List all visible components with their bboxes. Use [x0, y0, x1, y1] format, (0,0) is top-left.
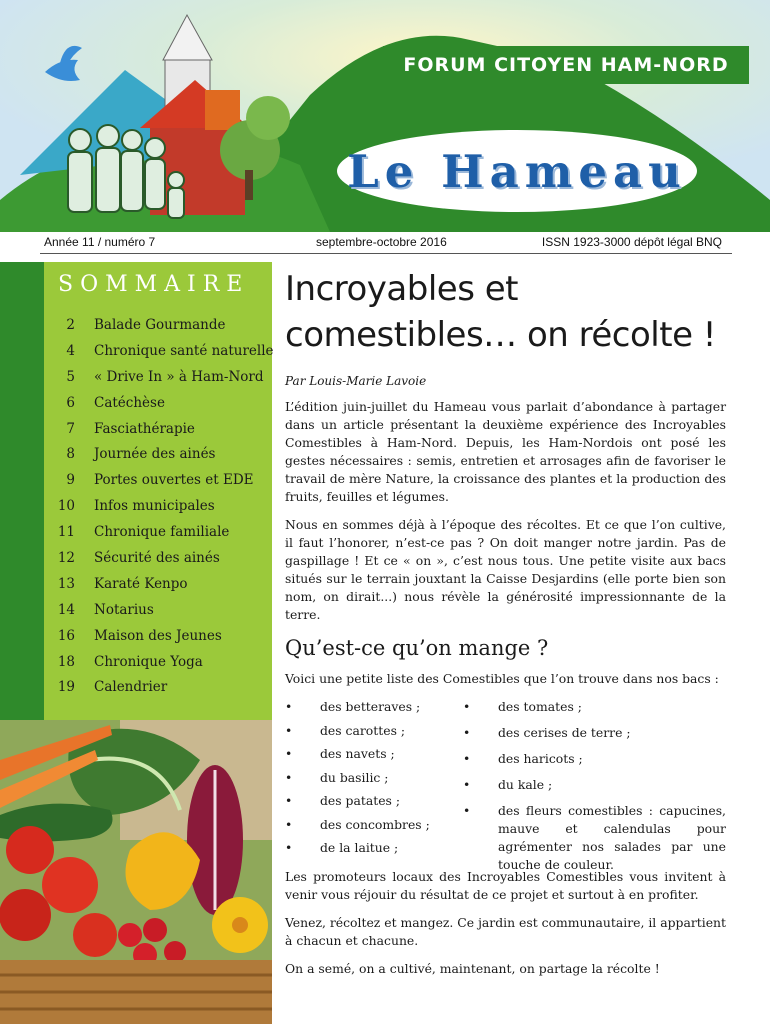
- toc-page-number: 16: [57, 627, 75, 644]
- toc-item: [44, 520, 272, 546]
- toc-item: [44, 650, 272, 676]
- toc-label: Balade Gourmande: [94, 317, 226, 333]
- edibles-list-left: [285, 698, 455, 863]
- table-of-contents: [44, 313, 272, 701]
- edible-item: • du kale ;: [463, 776, 726, 802]
- toc-label: Catéchèse: [94, 394, 165, 411]
- vegetables-illustration: [0, 720, 272, 1024]
- sommaire-title: SOMMAIRE: [58, 272, 250, 297]
- list-intro: Voici une petite liste des Comestibles que l’on trouve dans nos bacs :: [285, 671, 719, 686]
- article-byline: Par Louis-Marie Lavoie: [285, 374, 427, 388]
- toc-label: Fasciathérapie: [94, 420, 195, 437]
- toc-item: [44, 624, 272, 650]
- toc-label: Infos municipales: [94, 498, 215, 515]
- toc-label: Calendrier: [94, 679, 168, 696]
- edibles-list: [285, 698, 726, 872]
- article-paragraph-2: Nous en sommes déjà à l’époque des récoltes. Et ce que l’on cultive, il faut l’honorer, n’est-ce pas ? On doit manger notre jardin. Pas de gaspillage ! Et ce « on », c’est nous tous. Une petite visite aux bacs situés sur le terrain jouxtant la Caisse Desjardins (elle porte bien son nom, on dirait...) nous révèle la générosité impressionnante de la terre.: [285, 517, 726, 622]
- masthead: [0, 0, 770, 232]
- issue-number: Année 11 / numéro 7: [44, 235, 156, 249]
- toc-label: Portes ouvertes et EDE: [94, 472, 254, 489]
- toc-label: Sécurité des ainés: [94, 550, 220, 567]
- toc-label: Chronique familiale: [94, 524, 230, 541]
- edible-item: • des navets ;: [285, 745, 455, 769]
- toc-item: [44, 598, 272, 624]
- toc-item: [44, 572, 272, 598]
- toc-item: [44, 313, 272, 339]
- toc-page-number: 5: [66, 368, 75, 385]
- edible-item: • du basilic ;: [285, 769, 455, 793]
- organization-banner: FORUM CITOYEN HAM-NORD: [383, 46, 749, 84]
- toc-item: [44, 417, 272, 443]
- edible-item: • des betteraves ;: [285, 698, 455, 722]
- article-paragraph-1: L’édition juin-juillet du Hameau vous parlait d’abondance à partager dans un article présentant la deuxième expérience des Incroyables Comestibles à Ham-Nord. Depuis, les Ham-Nordois ont posé les gestes nécessaires : semis, entretien et arrosages afin de favoriser le travail de mère Nature, la croissance des plantes et la production des fruits, feuilles et légumes.: [285, 399, 726, 504]
- toc-page-number: 9: [66, 472, 75, 489]
- toc-item: [44, 494, 272, 520]
- edible-item: • des tomates ;: [463, 698, 726, 724]
- toc-item: [44, 391, 272, 417]
- toc-label: « Drive In » à Ham-Nord: [94, 368, 264, 385]
- issn: ISSN 1923-3000 dépôt légal BNQ: [541, 235, 722, 249]
- edibles-list-right: [463, 698, 726, 874]
- edible-item: • des haricots ;: [463, 750, 726, 776]
- toc-page-number: 18: [57, 653, 75, 670]
- main-article: [285, 266, 726, 978]
- toc-page-number: 14: [57, 601, 75, 618]
- toc-page-number: 10: [57, 498, 75, 515]
- toc-page-number: 6: [66, 394, 75, 411]
- edible-item: • des concombres ;: [285, 816, 455, 840]
- toc-label: Chronique Yoga: [94, 653, 203, 670]
- toc-page-number: 7: [66, 420, 75, 437]
- newsletter-title-oval: [337, 130, 697, 212]
- vegetables-photo: [0, 720, 272, 1024]
- toc-item: [44, 365, 272, 391]
- article-paragraph-3: Les promoteurs locaux des Incroyables Comestibles vous invitent à venir vous réjouir du résultat de ce projet et surtout à en profiter.: [285, 869, 726, 902]
- toc-page-number: 12: [57, 550, 75, 567]
- article-paragraph-4: Venez, récoltez et mangez. Ce jardin est communautaire, il appartient à chacun et chacune.: [285, 915, 726, 948]
- issue-period: septembre-octobre 2016: [316, 235, 447, 249]
- toc-page-number: 8: [66, 446, 75, 463]
- toc-item: [44, 339, 272, 365]
- article-paragraph-5: On a semé, on a cultivé, maintenant, on partage la récolte !: [285, 961, 660, 976]
- toc-item: [44, 468, 272, 494]
- toc-page-number: 4: [66, 342, 75, 359]
- toc-label: Journée des ainés: [94, 446, 216, 463]
- toc-item: [44, 546, 272, 572]
- toc-page-number: 19: [57, 679, 75, 696]
- newsletter-title: Le Hameau: [347, 144, 687, 198]
- edible-item: • des cerises de terre ;: [463, 724, 726, 750]
- edible-item: • des carottes ;: [285, 722, 455, 746]
- toc-label: Maison des Jeunes: [94, 627, 222, 644]
- toc-item: [44, 675, 272, 701]
- toc-label: Chronique santé naturelle: [94, 342, 274, 359]
- meta-divider: [40, 253, 732, 254]
- toc-label: Notarius: [94, 601, 154, 618]
- article-subheading: Qu’est-ce qu’on mange ?: [285, 636, 549, 660]
- edible-item: • des patates ;: [285, 792, 455, 816]
- toc-page-number: 13: [57, 575, 75, 592]
- edible-item: • de la laitue ;: [285, 839, 455, 863]
- edible-item: • des fleurs comestibles : capucines, mauve et calendulas pour agrémenter nos salades par une touche de couleur.: [463, 802, 726, 874]
- toc-label: Karaté Kenpo: [94, 575, 188, 592]
- toc-page-number: 2: [66, 317, 75, 333]
- toc-page-number: 11: [57, 524, 75, 541]
- article-headline: Incroyables et comestibles… on récolte !: [285, 269, 716, 355]
- toc-item: [44, 442, 272, 468]
